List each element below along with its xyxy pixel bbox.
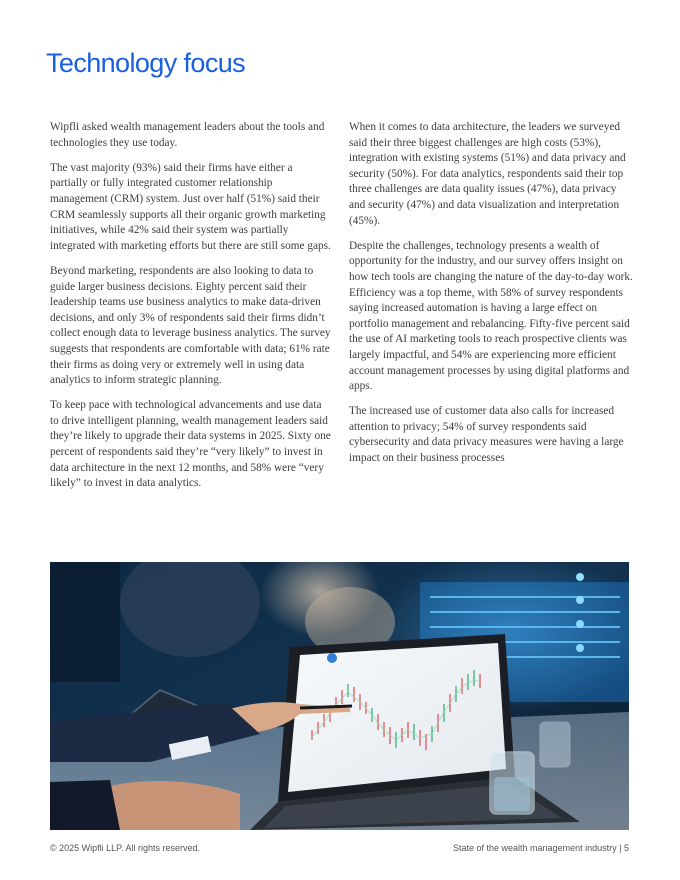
body-paragraph: The vast majority (93%) said their firms have either a partially or fully integrated customer relationship management (CRM) system. Just over half (51%) said their CRM seamlessly supports all their organic growth marketing initiatives, while 42% said their system was partially integrated with marketing efforts but there are still some gaps.: [50, 161, 331, 252]
right-column: [349, 120, 633, 476]
page-title: Technology focus: [46, 48, 246, 78]
body-paragraph: Wipfli asked wealth management leaders about the tools and technologies they use today.: [50, 121, 325, 149]
footer-report-title: State of the wealth management industry: [453, 843, 617, 853]
footer-report-info: [453, 843, 629, 853]
body-paragraph: Despite the challenges, technology presents a wealth of opportunity for the industry, and our survey offers insight on how tech tools are changing the nature of the day-to-day work. Efficiency was a top theme, with 58% of survey respondents saying increased automation is having a large effect on portfolio management and rebalancing. Fifty-five percent said the use of AI marketing tools to reach prospective clients was largely impactful, and 54% are experiencing more efficient account management processes by using digital platforms and apps.: [349, 239, 633, 393]
body-paragraph: The increased use of customer data also calls for increased attention to privacy; 54% of survey respondents said cybersecurity and data privacy measures were having a large impact on their business processes: [349, 405, 624, 465]
footer-copyright: © 2025 Wipfli LLP. All rights reserved.: [50, 843, 201, 853]
left-column: [50, 120, 332, 501]
body-paragraph: To keep pace with technological advancements and use data to drive intelligent planning, wealth management leaders said they’re likely to upgrade their data systems in 2025. Sixty one percent of respondents said they’re “very likely” to invest in data architecture in the next 12 months, and 58% were “very likely” to invest in data analytics.: [50, 399, 331, 490]
body-paragraph: Beyond marketing, respondents are also looking to data to guide larger business decisions. Eighty percent said their leadership teams use business analytics to make data-driven decisions, and only 3% of respondents said their firms didn’t collect enough data to leverage business analytics. The survey suggests that respondents are comfortable with data; 61% rate their firms as doing very or extremely well in using data analytics to inform strategic planning.: [50, 264, 331, 387]
body-paragraph: When it comes to data architecture, the leaders we surveyed said their three biggest challenges are high costs (53%), integration with existing systems (51%) and data privacy and security (50%). For data analytics, respondents said their top three challenges are data quality issues (47%), data privacy and security (47%) and data visualization and interpretation (45%).: [349, 121, 626, 227]
page-number: 5: [623, 843, 629, 853]
hero-photo-laptop-stock-chart: [50, 562, 629, 830]
footer-separator: |: [619, 843, 622, 853]
